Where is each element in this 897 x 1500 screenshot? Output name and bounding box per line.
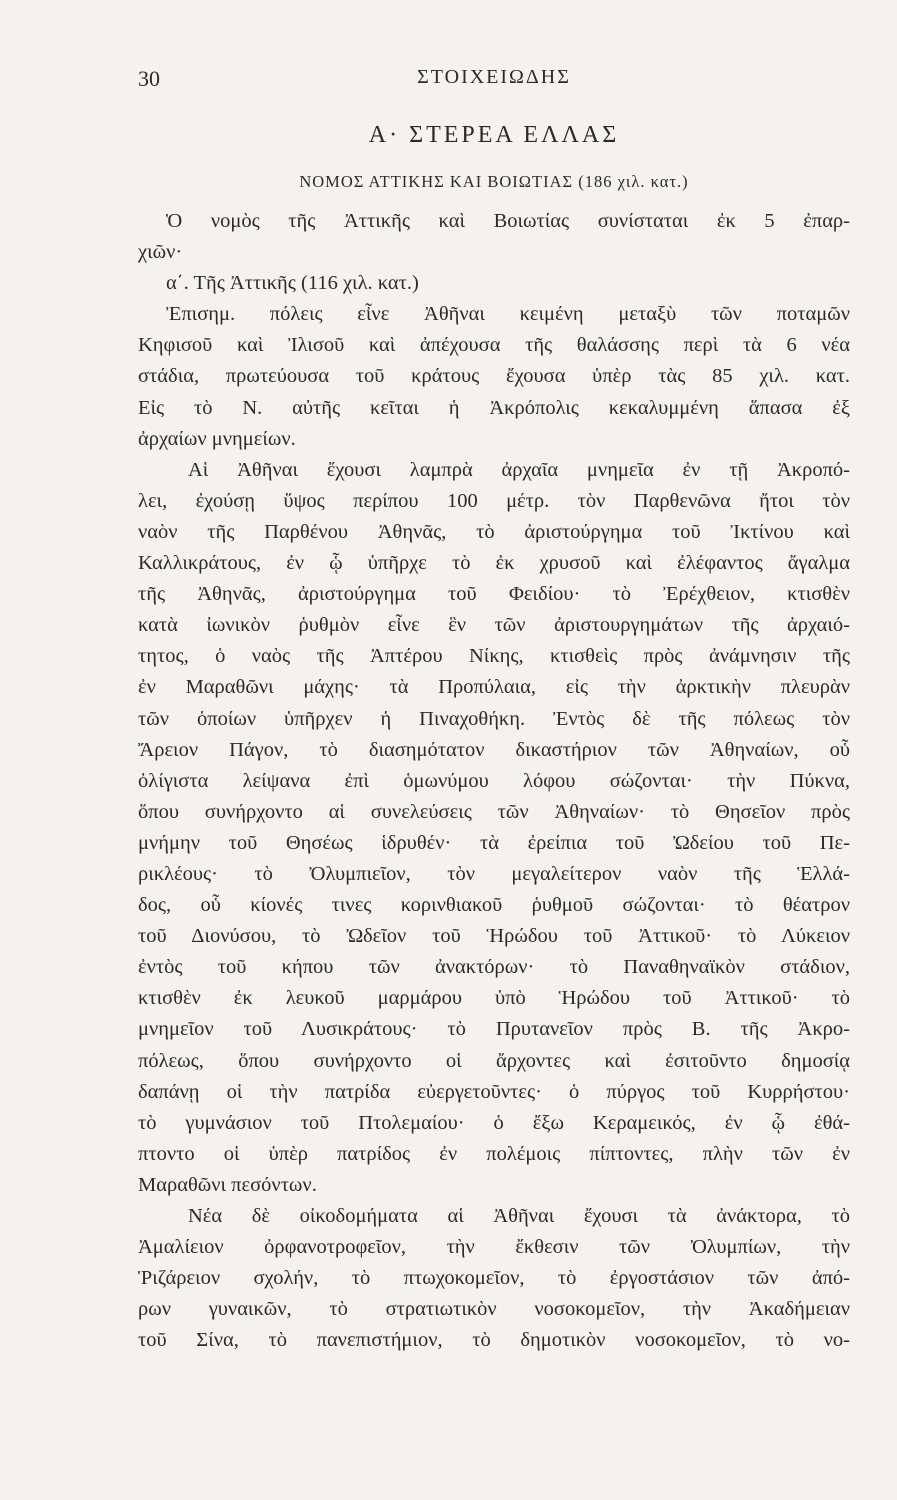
text-line: μνημεῖον τοῦ Λυσικράτους· τὸ Πρυτανεῖον πρὸς Β. τῆς Ἀκρο- bbox=[138, 1018, 850, 1041]
text-line: ὅπου συνήρχοντο αἱ συνελεύσεις τῶν Ἀθηναίων· τὸ Θησεῖον πρὸς bbox=[138, 800, 850, 823]
text-line: Ἐπισημ. πόλεις εἶνε Ἀθῆναι κειμένη μεταξὺ τῶν ποταμῶν bbox=[166, 303, 850, 326]
text-line: ἀρχαίων μνημείων. bbox=[138, 427, 296, 450]
section-title: Α· ΣΤΕΡΕΑ ΕΛΛΑΣ bbox=[368, 122, 620, 148]
text-line: τοῦ Διονύσου, τὸ Ὠδεῖον τοῦ Ἡρώδου τοῦ Ἀττικοῦ· τὸ Λύκειον bbox=[138, 925, 850, 948]
text-line: Ἄρειον Πάγον, τὸ διασημότατον δικαστήριον τῶν Ἀθηναίων, οὗ bbox=[138, 738, 850, 761]
running-title: ΣΤΟΙΧΕΙΩΔΗΣ bbox=[417, 66, 571, 88]
text-line: λει, ἐχούσῃ ὕψος περίπου 100 μέτρ. τὸν Παρθενῶνα ἤτοι τὸν bbox=[138, 489, 850, 512]
text-line: πόλεως, ὅπου συνήρχοντο οἱ ἄρχοντες καὶ ἐσιτοῦντο δημοσίᾳ bbox=[138, 1049, 850, 1072]
text-line: Ὁ νομὸς τῆς Ἀττικῆς καὶ Βοιωτίας συνίσταται ἐκ 5 ἐπαρ- bbox=[166, 210, 850, 232]
text-line: τῶν ὁποίων ὑπῆρχεν ἡ Πιναχοθήκη. Ἐντὸς δὲ τῆς πόλεως τὸν bbox=[138, 707, 850, 730]
text-line: ρων γυναικῶν, τὸ στρατιωτικὸν νοσοκομεῖον, τὴν Ἀκαδήμειαν bbox=[138, 1298, 850, 1321]
text-line: ἐν Μαραθῶνι μάχης· τὰ Προπύλαια, εἰς τὴν ἀρκτικὴν πλευρὰν bbox=[138, 676, 850, 699]
text-line: δαπάνῃ οἱ τὴν πατρίδα εὐεργετοῦντες· ὁ πύργος τοῦ Κυρρήστου· bbox=[138, 1080, 850, 1103]
text-line: ναὸν τῆς Παρθένου Ἀθηνᾶς, τὸ ἀριστούργημα τοῦ Ἰκτίνου καὶ bbox=[138, 520, 850, 543]
body-text bbox=[138, 206, 850, 1356]
text-line: δος, οὗ κίονές τινες κορινθιακοῦ ῥυθμοῦ σώζονται· τὸ θέατρον bbox=[138, 894, 850, 917]
text-line: χιῶν· bbox=[138, 241, 183, 264]
text-line: ρικλέους· τὸ Ὀλυμπιεῖον, τὸν μεγαλείτερον ναὸν τῆς Ἑλλά- bbox=[138, 862, 850, 885]
text-line: μνήμην τοῦ Θησέως ἱδρυθέν· τὰ ἐρείπια τοῦ Ὠδείου τοῦ Πε- bbox=[138, 831, 850, 854]
text-line: στάδια, πρωτεύουσα τοῦ κράτους ἔχουσα ὑπὲρ τὰς 85 χιλ. κατ. bbox=[138, 365, 850, 388]
text-line: Αἱ Ἀθῆναι ἔχουσι λαμπρὰ ἀρχαῖα μνημεῖα ἐν τῇ Ἀκροπό- bbox=[188, 458, 850, 481]
text-line: Κηφισοῦ καὶ Ἰλισοῦ καὶ ἀπέχουσα τῆς θαλάσσης περὶ τὰ 6 νέα bbox=[138, 334, 850, 357]
text-line: τῆς Ἀθηνᾶς, ἀριστούργημα τοῦ Φειδίου· τὸ Ἐρέχθειον, κτισθὲν bbox=[138, 583, 850, 606]
text-line: πτοντο οἱ ὑπὲρ πατρίδος ἐν πολέμοις πίπτοντες, πλὴν τῶν ἐν bbox=[138, 1142, 850, 1165]
text-line: Μαραθῶνι πεσόντων. bbox=[138, 1173, 317, 1196]
text-line: Καλλικράτους, ἐν ᾧ ὑπῆρχε τὸ ἐκ χρυσοῦ καὶ ἐλέφαντος ἄγαλμα bbox=[138, 552, 850, 575]
text-line: ὀλίγιστα λείψανα ἐπὶ ὁμωνύμου λόφου σώζονται· τὴν Πύκνα, bbox=[138, 769, 850, 792]
text-line: ἐντὸς τοῦ κήπου τῶν ἀνακτόρων· τὸ Παναθηναϊκὸν στάδιον, bbox=[138, 956, 850, 979]
text-line: τοῦ Σίνα, τὸ πανεπιστήμιον, τὸ δημοτικὸν νοσοκομεῖον, τὸ νο- bbox=[138, 1329, 850, 1352]
text-line: τὸ γυμνάσιον τοῦ Πτολεμαίου· ὁ ἔξω Κεραμεικός, ἐν ᾧ ἐθά- bbox=[138, 1111, 850, 1134]
text-line: τητος, ὁ ναὸς τῆς Ἀπτέρου Νίκης, κτισθεὶς πρὸς ἀνάμνησιν τῆς bbox=[138, 645, 850, 668]
text-line: Ῥιζάρειον σχολήν, τὸ πτωχοκομεῖον, τὸ ἐργοστάσιον τῶν ἀπό- bbox=[138, 1267, 850, 1290]
text-line: Νέα δὲ οἰκοδομήματα αἱ Ἀθῆναι ἔχουσι τὰ ἀνάκτορα, τὸ bbox=[188, 1205, 850, 1227]
text-line: Ἀμαλίειον ὀρφανοτροφεῖον, τὴν ἔκθεσιν τῶν Ὀλυμπίων, τὴν bbox=[138, 1236, 850, 1259]
text-line: Εἰς τὸ Ν. αὐτῆς κεῖται ἡ Ἀκρόπολις κεκαλυμμένη ἅπασα ἐξ bbox=[138, 396, 850, 419]
section-subtitle: ΝΟΜΟΣ ΑΤΤΙΚΗΣ ΚΑΙ ΒΟΙΩΤΙΑΣ (186 χιλ. κατ.) bbox=[299, 172, 689, 191]
running-header bbox=[138, 66, 850, 100]
text-line: κτισθὲν ἐκ λευκοῦ μαρμάρου ὑπὸ Ἡρώδου τοῦ Ἀττικοῦ· τὸ bbox=[138, 987, 850, 1010]
text-line: α΄. Τῆς Ἀττικῆς (116 χιλ. κατ.) bbox=[166, 272, 419, 295]
text-line: κατὰ ἰωνικὸν ῥυθμὸν εἶνε ἓν τῶν ἀριστουργημάτων τῆς ἀρχαιό- bbox=[138, 614, 850, 637]
page-number: 30 bbox=[138, 66, 160, 91]
